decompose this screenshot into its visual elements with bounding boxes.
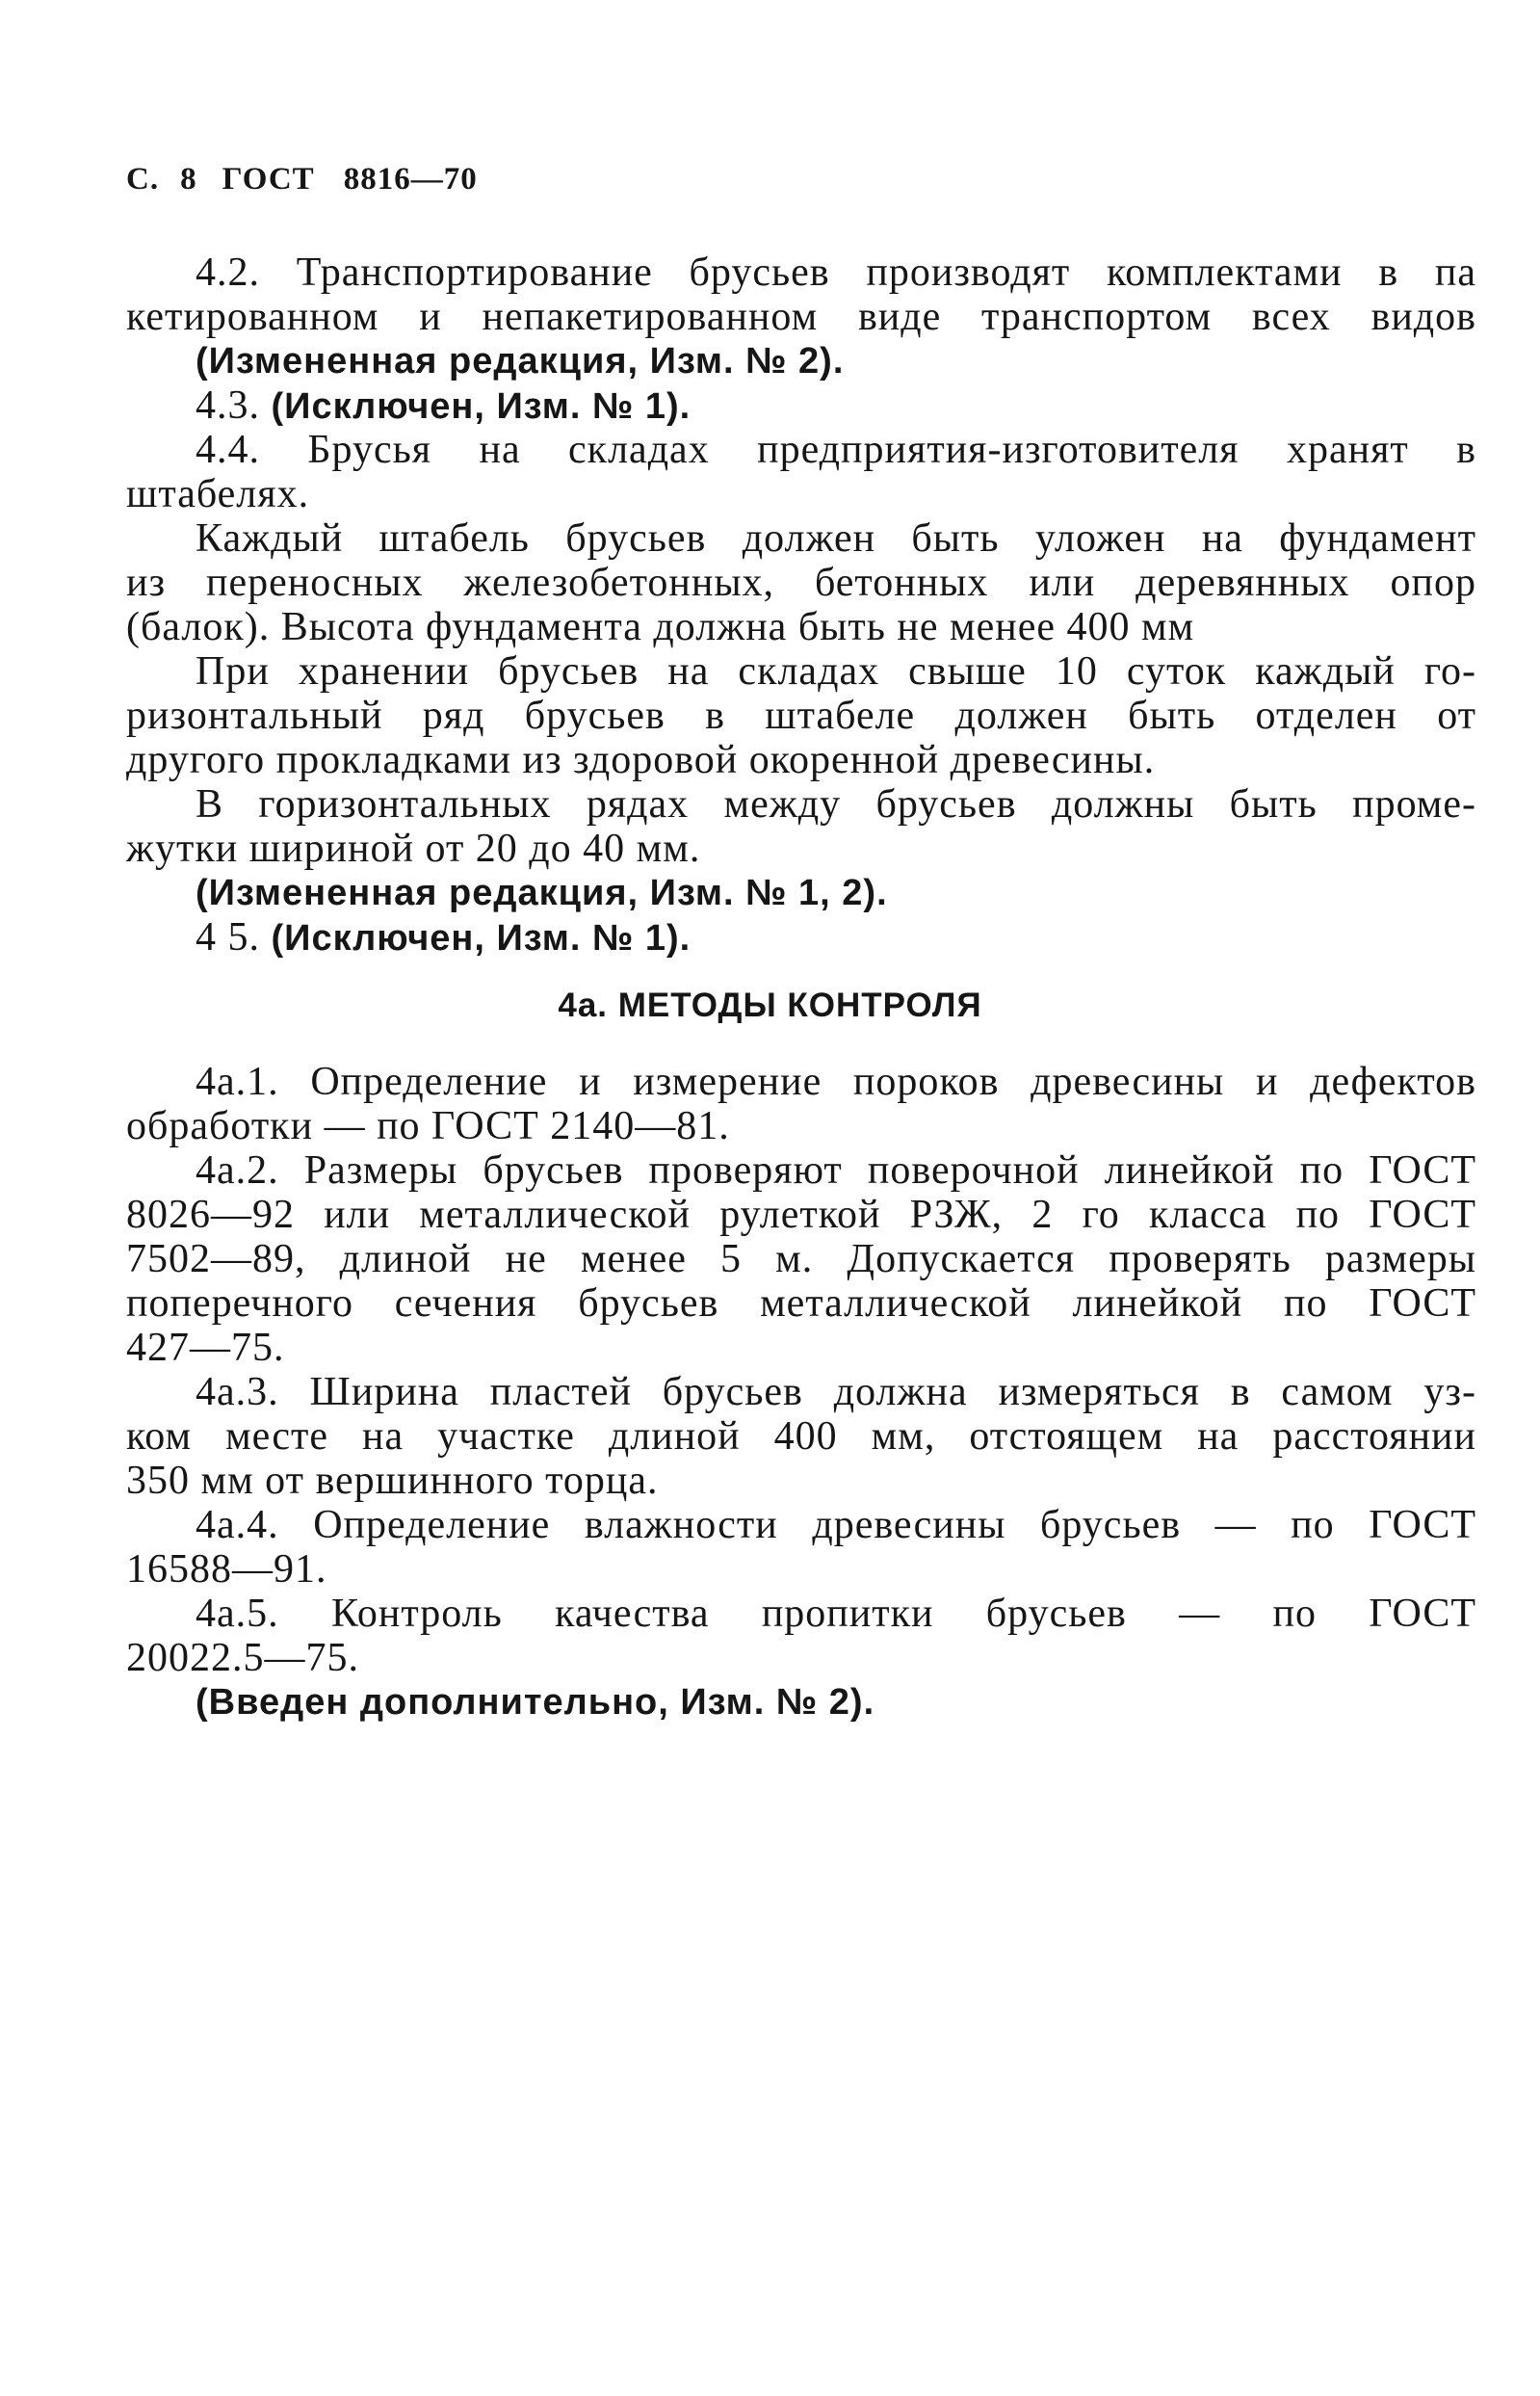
amendment-note: (Измененная редакция, Изм. № 2). [196,341,845,382]
text-line: 7502—89, длиной не менее 5 м. Допускается проверять размеры [126,1237,1476,1281]
text-line: ризонтальный ряд брусьев в штабеле должен быть отделен от [126,694,1476,738]
text-line: 16588—91. [126,1547,327,1592]
gost-label: ГОСТ [222,162,315,197]
clause-number: 4 5. [196,915,272,960]
text-line: из переносных железобетонных, бетонных или деревянных опор [126,561,1476,605]
text-line: 4а.5. Контроль качества пропитки брусьев — по ГОСТ [196,1592,1476,1636]
text-line: жутки шириной от 20 до 40 мм. [126,827,701,871]
text-line: 4а.1. Определение и измерение пороков древесины и дефектов [196,1060,1476,1104]
section-heading: 4а. МЕТОДЫ КОНТРОЛЯ [558,987,982,1024]
text-line: 350 мм от вершинного торца. [126,1459,659,1503]
text-line: другого прокладками из здоровой окоренной древесины. [126,738,1156,782]
amendment-note: (Исключен, Изм. № 1). [271,918,692,959]
text-line: 4.2. Транспортирование брусьев производят комплектами в па [196,250,1476,295]
amendment-note: (Введен дополнительно, Изм. № 2). [196,1682,875,1723]
amendment-note: (Исключен, Изм. № 1). [271,386,692,427]
text-line: При хранении брусьев на складах свыше 10 суток каждый го- [196,649,1476,694]
text-line: обработки — по ГОСТ 2140—81. [126,1104,730,1148]
text-line: 4а.4. Определение влажности древесины брусьев — по ГОСТ [196,1503,1476,1547]
text-line [196,915,1476,960]
text-line: 4а.2. Размеры брусьев проверяют поверочной линейкой по ГОСТ [196,1148,1476,1193]
page-header [126,162,478,197]
text-line: 427—75. [126,1326,285,1370]
text-line: ком месте на участке длиной 400 мм, отстоящем на расстоянии [126,1414,1476,1459]
text-line: (балок). Высота фундамента должна быть не менее 400 мм [126,605,1195,649]
text-line: поперечного сечения брусьев металлической линейкой по ГОСТ [126,1281,1476,1326]
text-line: Каждый штабель брусьев должен быть уложен на фундамент [196,516,1476,561]
text-line: кетированном и непакетированном виде транспортом всех видов [126,295,1476,339]
text-line: В горизонтальных рядах между брусьев должны быть проме- [196,782,1476,827]
text-line: штабелях. [126,472,310,516]
text-line: 4.4. Брусья на складах предприятия-изготовителя хранят в [196,428,1476,472]
text-line: 20022.5—75. [126,1636,359,1680]
page-prefix: С. [126,162,160,197]
text-line: 8026—92 или металлической рулеткой РЗЖ, 2 го класса по ГОСТ [126,1193,1476,1237]
page-number: 8 [180,162,197,197]
clause-number: 4.3. [196,383,272,428]
gost-number: 8816—70 [343,162,478,197]
amendment-note: (Измененная редакция, Изм. № 1, 2). [196,873,888,913]
text-line: 4а.3. Ширина пластей брусьев должна измеряться в самом уз- [196,1370,1476,1414]
text-line [196,383,1476,428]
